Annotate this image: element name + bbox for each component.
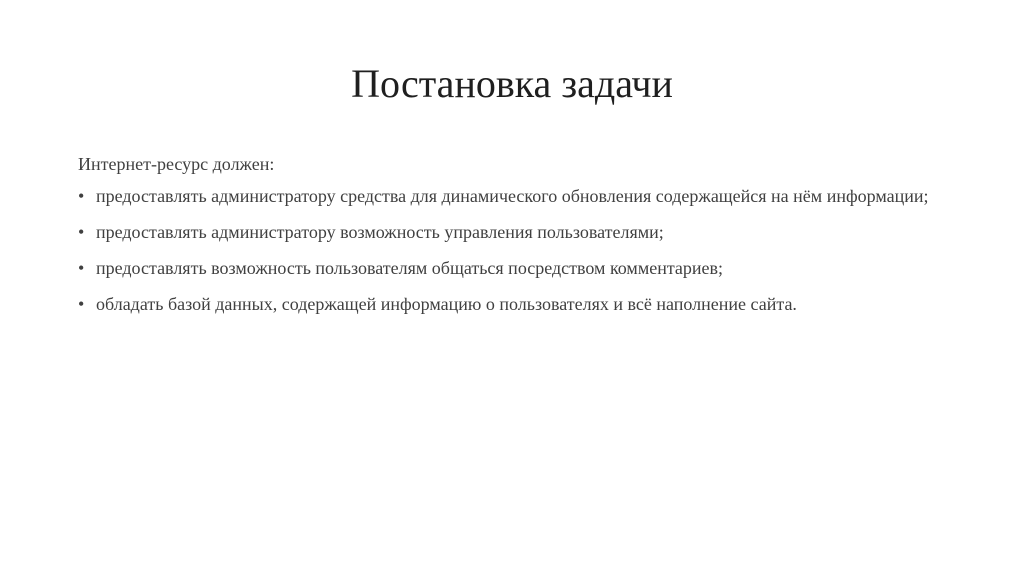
intro-text: Интернет-ресурс должен: [78, 154, 275, 174]
bullet-icon: • [78, 222, 85, 242]
list-item-text: обладать базой данных, содержащей информацию о пользователях и всё наполнение сайта. [96, 294, 797, 314]
bullet-icon: • [78, 294, 85, 314]
list-item-text: предоставлять администратору средства для динамического обновления содержащейся на нём информации; [96, 186, 929, 206]
slide-content [78, 152, 948, 329]
bullet-icon: • [78, 258, 85, 278]
list-item-text: предоставлять администратору возможность управления пользователями; [96, 222, 664, 242]
slide-title: Постановка задачи [351, 61, 673, 106]
list-item-text: предоставлять возможность пользователям общаться посредством комментариев; [96, 258, 724, 278]
list-item [78, 221, 948, 243]
list-item [78, 257, 948, 279]
list-item [78, 185, 948, 207]
list-item [78, 293, 948, 315]
requirements-list [78, 185, 948, 315]
bullet-icon: • [78, 186, 85, 206]
